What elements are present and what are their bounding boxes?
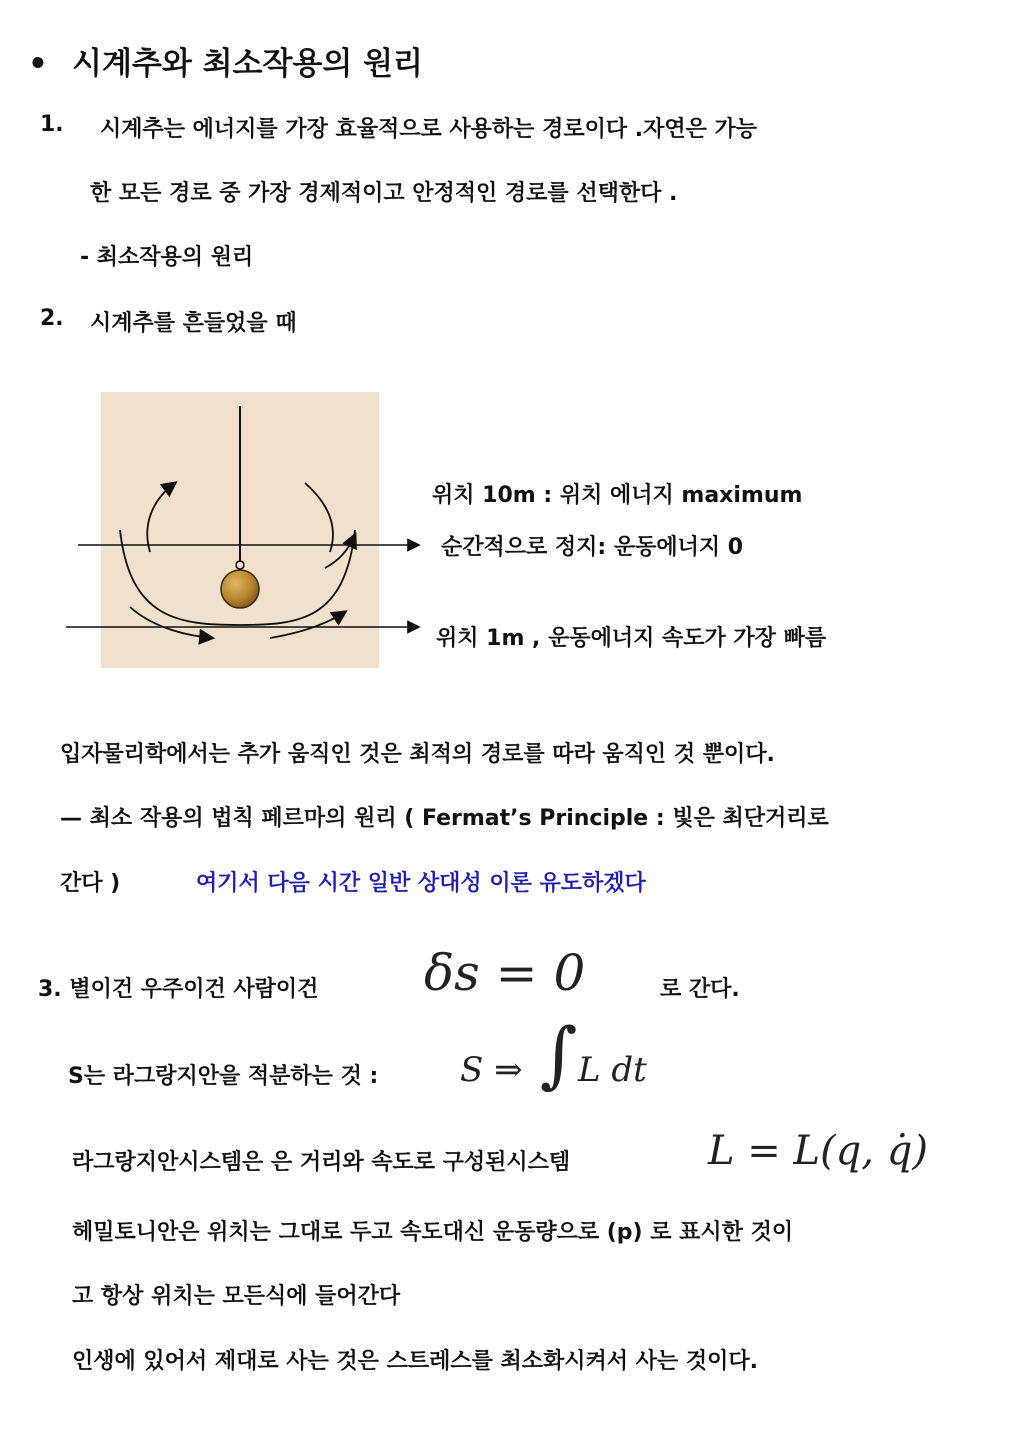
label-bottom-position: 위치 1m , 운동에너지 속도가 가장 빠름 — [436, 626, 827, 651]
item3-tail: 로 간다. — [660, 977, 740, 1002]
para-line2: — 최소 작용의 법칙 페르마의 원리 ( Fermat’s Principle : 빛은 최단거리로 — [60, 806, 829, 831]
para-line3: 간다 ) — [60, 871, 121, 896]
item1-line1: 시계추는 에너지를 가장 효율적으로 사용하는 경로이다 .자연은 가능 — [100, 117, 758, 142]
action-formula-right — [578, 1050, 647, 1090]
integral-sign: ∫ — [540, 1012, 578, 1096]
item1-line2: 한 모든 경로 중 가장 경제적이고 안정적인 경로를 선택한다 . — [90, 181, 678, 206]
pendulum-diagram — [0, 0, 1018, 700]
label-top-position: 위치 10m : 위치 에너지 maximum — [432, 483, 803, 508]
lagrangian-formula-text: L = L(q, q̇) — [708, 1128, 928, 1174]
least-action-formula-text: δs = 0 — [424, 944, 586, 1002]
title-bullet: • — [28, 46, 48, 82]
title-text: 시계추와 최소작용의 원리 — [72, 46, 423, 82]
least-action-formula — [424, 944, 585, 1002]
action-formula-left — [460, 1050, 523, 1090]
lagrangian-formula — [708, 1128, 928, 1174]
hamiltonian-line2: 고 항상 위치는 모든식에 들어간다 — [72, 1284, 401, 1309]
item2-number: 2. — [40, 306, 64, 331]
action-formula-right-text: L dt — [578, 1050, 647, 1090]
lagrangian-text: 라그랑지안시스템은 은 거리와 속도로 구성된시스템 — [72, 1150, 571, 1175]
item1-number: 1. — [40, 112, 64, 137]
item1-sub: - 최소작용의 원리 — [80, 245, 254, 270]
hamiltonian-line1: 헤밀토니안은 위치는 그대로 두고 속도대신 운동량으로 (p) 로 표시한 것이 — [72, 1220, 794, 1245]
item2-text: 시계추를 흔들었을 때 — [90, 311, 297, 336]
life-sentence: 인생에 있어서 제대로 사는 것은 스트레스를 최소화시켜서 사는 것이다. — [72, 1349, 758, 1374]
action-formula-left-text: S ⇒ — [460, 1050, 523, 1090]
label-top-stop: 순간적으로 정지: 운동에너지 0 — [441, 535, 744, 560]
pendulum-bob — [221, 570, 259, 608]
item3-lead: 3. 별이건 우주이건 사람이건 — [38, 977, 319, 1002]
action-integral-text: S는 라그랑지안을 적분하는 것 : — [68, 1064, 379, 1089]
para-line3-highlight: 여기서 다음 시간 일반 상대성 이론 유도하겠다 — [196, 871, 646, 896]
para-line1: 입자물리학에서는 추가 움직인 것은 최적의 경로를 따라 움직인 것 뿐이다. — [60, 742, 775, 767]
